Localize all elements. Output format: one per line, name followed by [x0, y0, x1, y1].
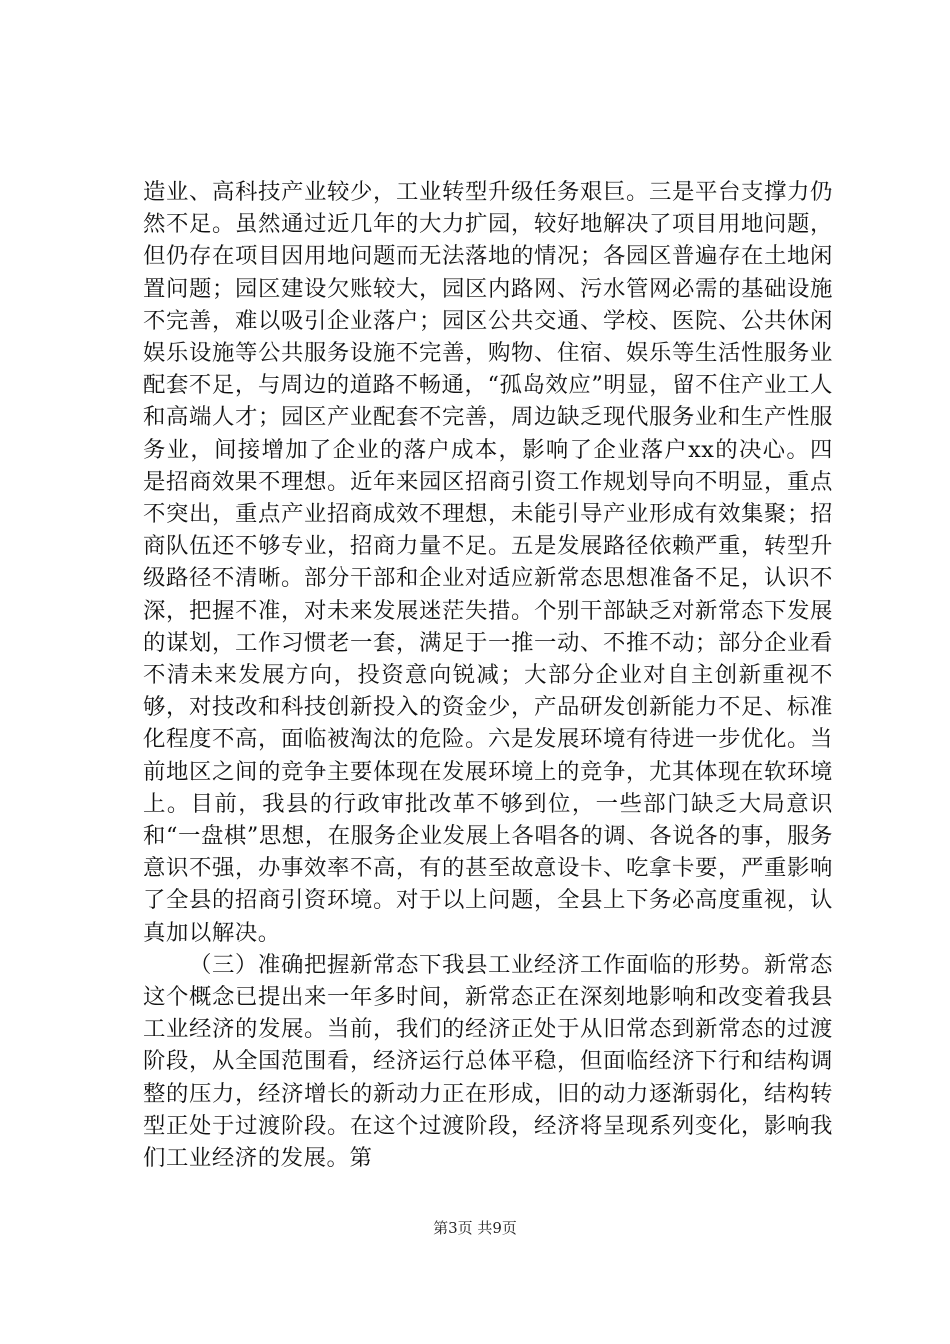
paragraph-1: 造业、高科技产业较少，工业转型升级任务艰巨。三是平台支撑力仍然不足。虽然通过近几年的大力扩园，较好地解决了项目用地问题，但仍存在项目因用地问题而无法落地的情况；各园区普遍存在土地闲置问题；园区建设欠账较大，园区内路网、污水管网必需的基础设施不完善，难以吸引企业落户；园区公共交通、学校、医院、公共休闲娱乐设施等公共服务设施不完善，购物、住宿、娱乐等生活性服务业配套不足，与周边的道路不畅通，“孤岛效应”明显，留不住产业工人和高端人才；园区产业配套不完善，周边缺乏现代服务业和生产性服务业，间接增加了企业的落户成本，影响了企业落户xx的决心。四是招商效果不理想。近年来园区招商引资工作规划导向不明显，重点不突出，重点产业招商成效不理想，未能引导产业形成有效集聚；招商队伍还不够专业，招商力量不足。五是发展路径依赖严重，转型升级路径不清晰。部分干部和企业对适应新常态思想准备不足，认识不深，把握不准，对未来发展迷茫失措。个别干部缺乏对新常态下发展的谋划，工作习惯老一套，满足于一推一动、不推不动；部分企业看不清未来发展方向，投资意向锐减；大部分企业对自主创新重视不够，对技改和科技创新投入的资金少，产品研发创新能力不足、标准化程度不高，面临被淘汰的危险。六是发展环境有待进一步优化。当前地区之间的竞争主要体现在发展环境上的竞争，尤其体现在软环境上。目前，我县的行政审批改革不够到位，一些部门缺乏大局意识和“一盘棋”思想，在服务企业发展上各唱各的调、各说各的事，服务意识不强，办事效率不高，有的甚至故意设卡、吃拿卡要，严重影响了全县的招商引资环境。对于以上问题，全县上下务必高度重视，认真加以解决。	[143, 179, 833, 946]
paragraph-2: （三）准确把握新常态下我县工业经济工作面临的形势。新常态这个概念已提出来一年多时间，新常态正在深刻地影响和改变着我县工业经济的发展。当前，我们的经济正处于从旧常态到新常态的过渡阶段，从全国范围看，经济运行总体平稳，但面临经济下行和结构调整的压力，经济增长的新动力正在形成，旧的动力逐渐弱化，结构转型正处于过渡阶段。在这个过渡阶段，经济将呈现系列变化，影响我们工业经济的发展。第	[143, 951, 833, 1172]
body-text	[143, 176, 833, 1174]
page-footer: 第3页 共9页	[433, 1219, 517, 1237]
